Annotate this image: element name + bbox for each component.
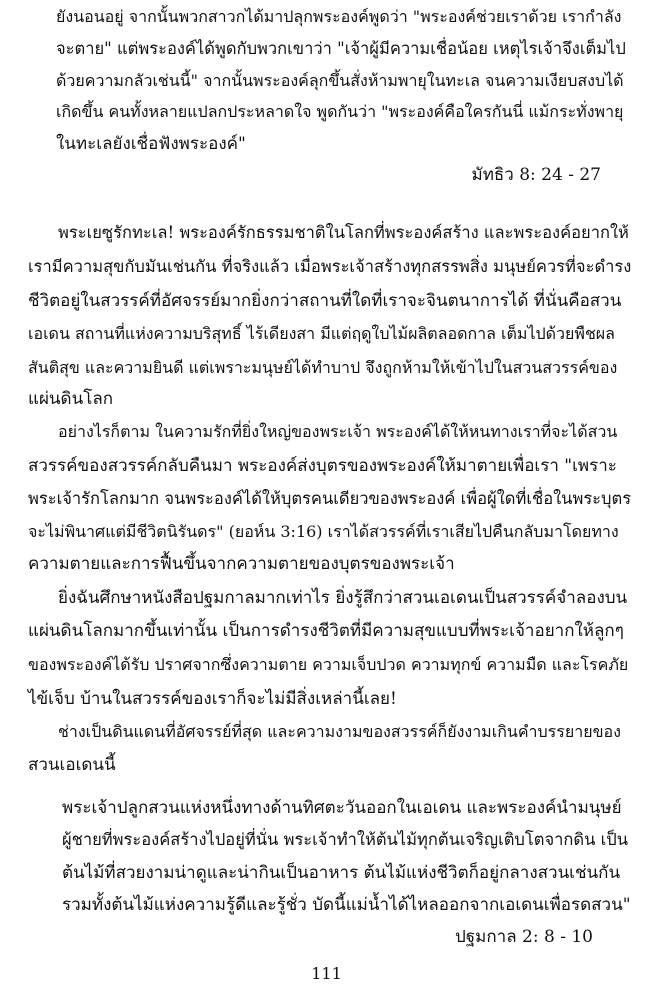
quote2-line-3: ต้นไม้ที่สวยงามน่าดูและน่ากินเป็นอาหาร ต้นไม้แห่งชีวิตก็อยู่กลางสวนเช่นกัน (62, 863, 621, 883)
quote1-line-3: ด้วยความกลัวเช่นนี้" จากนั้นพระองค์ลุกขึ้นสั่งห้ามพายุในทะเล จนความเงียบสงบได้ (56, 71, 624, 90)
p1-line-6: แผ่นดินโลก (28, 389, 114, 409)
p3-line-4: ไข้เจ็บ บ้านในสวรรค์ของเราก็จะไม่มีสิ่งเหล่านี้เลย! (28, 689, 397, 709)
quote2-line-1: พระเจ้าปลูกสวนแห่งหนึ่งทางด้านทิศตะวันออกในเอเดน และพระองค์นำมนุษย์ (62, 798, 622, 818)
quote1-line-4: เกิดขึ้น คนทั้งหลายแปลกประหลาดใจ พูดกันว่า "พระองค์คือใครกันนี่ แม้กระทั่งพายุ (56, 102, 624, 121)
quote1-line-2: จะตาย" แต่พระองค์ได้พูดกับพวกเขาว่า "เจ้าผู้มีความเชื่อน้อย เหตุไรเจ้าจึงเต็มไป (56, 39, 626, 58)
quote1-line-1: ยังนอนอยู่ จากนั้นพวกสาวกได้มาปลุกพระองค์พูดว่า "พระองค์ช่วยเราด้วย เรากำลัง (56, 7, 622, 26)
p3-line-2: แผ่นดินโลกมากขึ้นเท่านั้น เป็นการดำรงชีวิตที่มีความสุขแบบที่พระเจ้าอยากให้ลูกๆ (28, 621, 624, 641)
p1-line-3: ชีวิตอยู่ในสวรรค์ที่อัศจรรย์มากยิ่งกว่าสถานที่ใดที่เราจะจินตนาการได้ ที่นั่นคือสวน (28, 291, 622, 311)
p2-line-1: อย่างไรก็ตาม ในความรักที่ยิ่งใหญ่ของพระเจ้า พระองค์ได้ให้หนทางเราที่จะได้สวน (58, 422, 618, 441)
p2-line-4: จะไม่พินาศแต่มีชีวิตนิรันดร" (ยอห์น 3:16) เราได้สวรรค์ที่เราเสียไปคืนกลับมาโดยทาง (28, 522, 619, 541)
p2-line-2: สวรรค์ของสวรรค์กลับคืนมา พระองค์ส่งบุตรของพระองค์ให้มาตายเพื่อเรา "เพราะ (28, 456, 617, 476)
p4-line-2: สวนเอเดนนี้ (28, 755, 116, 775)
p1-line-4: เอเดน สถานที่แห่งความบริสุทธิ์ ไร้เดียงสา มีแต่ฤดูใบไม้ผลิตลอดกาล เต็มไปด้วยพืชผล (28, 324, 615, 343)
quote2-reference: ปฐมกาล 2: 8 - 10 (455, 927, 593, 947)
p3-line-1: ยิ่งฉันศึกษาหนังสือปฐมกาลมากเท่าไร ยิ่งรู้สึกว่าสวนเอเดนเป็นสวรรค์จำลองบน (58, 588, 628, 608)
p2-line-5: ความตายและการฟื้นขึ้นจากความตายของบุตรของพระเจ้า (28, 554, 455, 574)
p1-line-5: สันติสุข และความยินดี แต่เพราะมนุษย์ได้ทำบาป จึงถูกห้ามให้เข้าไปในสวนสวรรค์ของ (28, 358, 618, 377)
p1-line-2: เรามีความสุขกับมันเช่นกัน ที่จริงแล้ว เมื่อพระเจ้าสร้างทุกสรรพสิ่ง มนุษย์ควรที่จะดำรง (28, 257, 632, 276)
p4-line-1: ช่างเป็นดินแดนที่อัศจรรย์ที่สุด และความงามของสวรรค์ก็ยังงามเกินคำบรรยายของ (58, 722, 621, 741)
quote1-reference: มัทธิว 8: 24 - 27 (471, 165, 601, 185)
quote2-line-2: ผู้ชายที่พระองค์สร้างไปอยู่ที่นั่น พระเจ้าทำให้ต้นไม้ทุกต้นเจริญเติบโตจากดิน เป็น (62, 830, 629, 849)
p3-line-3: ของพระองค์ได้รับ ปราศจากซึ่งความตาย ความเจ็บปวด ความทุกข์ ความมืด และโรคภัย (28, 655, 629, 674)
p1-line-1: พระเยซูรักทะเล! พระองค์รักธรรมชาติในโลกที่พระองค์สร้าง และพระองค์อยากให้ (58, 223, 629, 242)
page-number: 111 (311, 964, 342, 983)
quote2-line-4: รวมทั้งต้นไม้แห่งความรู้ดีและรู้ชั่ว บัดนี้แม่น้ำได้ไหลออกจากเอเดนเพื่อรดสวน" (62, 895, 631, 915)
p2-line-3: พระเจ้ารักโลกมาก จนพระองค์ได้ให้บุตรคนเดียวของพระองค์ เพื่อผู้ใดที่เชื่อในพระบุตร (28, 489, 632, 508)
quote1-line-5: ในทะเลยังเชื่อฟังพระองค์" (56, 134, 246, 154)
